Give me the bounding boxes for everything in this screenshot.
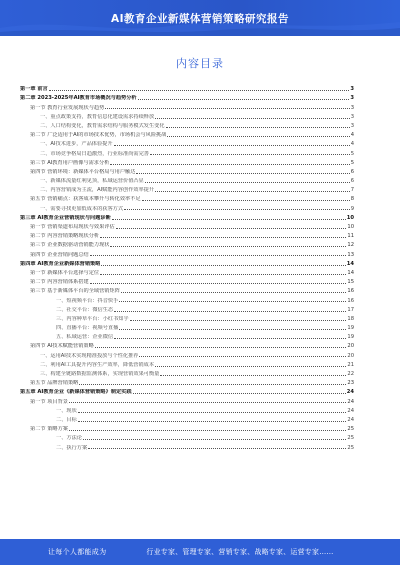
toc-entry[interactable]	[20, 349, 354, 358]
toc-dot-leader	[138, 99, 350, 100]
toc-entry-label: 三、内容种草平台：小红书知乎	[56, 315, 129, 322]
toc-entry-page-number: 16	[347, 288, 354, 295]
toc-entry-label: 一、需要寻找更加低成本的获客方式	[40, 205, 124, 212]
toc-entry-label: 第二节 广泛适用于AI的市场技术优势，市场机会与风险挑战	[30, 132, 167, 139]
toc-entry[interactable]	[20, 377, 354, 386]
toc-entry-label: 第四节 AI技术赋能营销策略	[30, 343, 94, 350]
toc-entry-label: 第一节 项目背景	[30, 398, 68, 405]
toc-entry-label: 第二节 内容营销策略现状分析	[30, 233, 100, 240]
toc-entry[interactable]	[20, 101, 354, 110]
toc-entry-label: 五、私域运营：企业微信	[56, 334, 114, 341]
toc-entry[interactable]	[20, 359, 354, 368]
toc-entry-page-number: 16	[347, 297, 354, 304]
toc-dot-leader	[101, 265, 345, 266]
toc-entry-label: 第五节 品牌营销策略	[30, 380, 79, 387]
toc-entry-label: 第三章 AI教育企业营销现状与问题诊断	[20, 214, 111, 221]
toc-entry-page-number: 20	[347, 352, 354, 359]
footer-roles: 行业专家、管理专家、营销专家、战略专家、运营专家……	[146, 548, 334, 556]
toc-dot-leader	[114, 311, 346, 312]
toc-dot-leader	[145, 182, 350, 183]
toc-entry[interactable]	[20, 386, 354, 395]
toc-entry[interactable]	[20, 267, 354, 276]
toc-entry[interactable]	[20, 276, 354, 285]
toc-entry[interactable]	[20, 239, 354, 248]
toc-entry-label: 第二节 策略方案	[30, 426, 68, 433]
toc-entry-label: 第五章 AI教育企业《新媒体营销策略》制定实践	[20, 389, 132, 396]
toc-dot-leader	[114, 145, 350, 146]
toc-entry-page-number: 19	[347, 334, 354, 341]
toc-dot-leader	[160, 375, 346, 376]
toc-entry-label: 第二章 2023-2025年AI教育市场概况与趋势分析	[20, 95, 137, 102]
toc-entry-page-number: 18	[347, 315, 354, 322]
toc-entry-page-number: 25	[347, 426, 354, 433]
toc-dot-leader	[139, 356, 346, 357]
toc-dot-leader	[121, 292, 347, 293]
toc-entry-page-number: 9	[350, 205, 354, 212]
toc-entry-page-number: 25	[347, 435, 354, 442]
toc-dot-leader	[90, 283, 347, 284]
report-header-bar	[0, 0, 400, 36]
toc-entry-page-number: 5	[350, 159, 354, 166]
toc-dot-leader	[116, 228, 347, 229]
toc-entry[interactable]	[20, 212, 354, 221]
toc-entry-page-number: 14	[347, 269, 354, 276]
toc-entry-page-number: 13	[347, 251, 354, 258]
toc-dot-leader	[155, 191, 350, 192]
toc-dot-leader	[112, 219, 346, 220]
toc-entry-page-number: 15	[347, 279, 354, 286]
toc-entry-page-number: 24	[347, 398, 354, 405]
toc-entry-page-number: 17	[347, 306, 354, 313]
toc-entry-page-number: 19	[347, 325, 354, 332]
toc-entry[interactable]	[20, 138, 354, 147]
toc-entry[interactable]	[20, 441, 354, 450]
report-title: AI教育企业新媒体营销策略研究报告	[110, 12, 290, 25]
toc-entry[interactable]	[20, 423, 354, 432]
toc-dot-leader	[100, 274, 346, 275]
toc-entry[interactable]	[20, 414, 354, 423]
toc-dot-leader	[133, 393, 346, 394]
toc-entry[interactable]	[20, 340, 354, 349]
toc-entry-label: 第三节 AI教育用户画像与需求分析	[30, 159, 110, 166]
toc-entry-label: 二、目标	[56, 416, 77, 423]
toc-dot-leader	[88, 448, 346, 449]
toc-entry-page-number: 14	[346, 260, 354, 267]
toc-entry[interactable]	[20, 157, 354, 166]
toc-entry-page-number: 8	[350, 196, 354, 203]
toc-entry[interactable]	[20, 202, 354, 211]
toc-dot-leader	[110, 246, 346, 247]
toc-entry-label: 二、市场竞争格局日趋激烈，行业标准尚需完善	[40, 150, 149, 157]
toc-entry[interactable]	[20, 331, 354, 340]
toc-entry-page-number: 25	[347, 444, 354, 451]
toc-dot-leader	[119, 301, 346, 302]
toc-dot-leader	[167, 136, 349, 137]
toc-entry-label: 一、运用AI技术实现精准投放与个性化推荐	[40, 352, 139, 359]
toc-entry[interactable]	[20, 166, 354, 175]
toc-entry-label: 二、利用AI工具提升内容生产效率，降低营销成本	[40, 361, 155, 368]
toc-entry-label: 一、短视频平台：抖音快手	[56, 297, 119, 304]
toc-entry-label: 二、内容营销成为主流，AI赋能内容创作效率提升	[40, 187, 155, 194]
toc-entry-page-number: 3	[350, 95, 354, 102]
toc-dot-leader	[90, 255, 347, 256]
toc-entry-label: 一、方法论	[56, 435, 82, 442]
toc-entry[interactable]	[20, 304, 354, 313]
toc-entry-page-number: 24	[347, 416, 354, 423]
toc-entry-page-number: 11	[347, 233, 354, 240]
toc-entry-page-number: 6	[350, 168, 354, 175]
toc-entry-label: 四、直播平台：视频号直播	[56, 325, 119, 332]
toc-entry[interactable]	[20, 83, 354, 92]
toc-entry-label: 第三节 企业数据驱动营销能力现状	[30, 242, 110, 249]
toc-entry[interactable]	[20, 405, 354, 414]
toc-entry[interactable]	[20, 322, 354, 331]
toc-entry-label: 第三节 基于新媒体平台的全域营销矩阵	[30, 288, 120, 295]
toc-dot-leader	[130, 320, 347, 321]
toc-entry-label: 一、重点政策支持，教育信息化建设需求持续释放	[40, 113, 155, 120]
toc-entry[interactable]	[20, 147, 354, 156]
toc-dot-leader	[95, 347, 347, 348]
toc-entry-page-number: 10	[347, 224, 354, 230]
toc-entry-page-number: 7	[350, 187, 354, 194]
toc-dot-leader	[78, 412, 347, 413]
toc-entry-label: 第一节 营销渠道布局现状与效果评估	[30, 224, 115, 230]
toc-dot-leader	[83, 439, 346, 440]
toc-entry[interactable]	[20, 285, 354, 294]
toc-entry-page-number: 20	[347, 343, 354, 350]
toc-heading: 内容目录	[176, 57, 224, 70]
toc-entry-label: 第一节 新媒体平台选择与定位	[30, 269, 100, 276]
toc-dot-leader	[69, 430, 346, 431]
toc-entry[interactable]	[20, 184, 354, 193]
toc-entry[interactable]	[20, 193, 354, 202]
toc-entry-label: 一、AI技术进步，产品体验提升	[40, 141, 113, 148]
toc-entry[interactable]	[20, 248, 354, 257]
toc-dot-leader	[100, 237, 346, 238]
toc-entry-label: 一、现状	[56, 407, 77, 414]
footer-slogan: 让每个人都能成为	[48, 548, 107, 556]
toc-dot-leader	[49, 90, 350, 91]
toc-entry[interactable]	[20, 294, 354, 303]
toc-entry-label: 二、执行方案	[56, 444, 88, 451]
toc-entry-page-number: 22	[347, 371, 354, 377]
toc-entry-label: 一、新媒体流量红利见顶，私域运营价值凸显	[40, 178, 144, 185]
toc-entry[interactable]	[20, 313, 354, 322]
toc-dot-leader	[105, 108, 349, 109]
toc-entry-page-number: 5	[350, 150, 354, 157]
toc-entry-page-number: 10	[346, 214, 354, 221]
toc-dot-leader	[124, 209, 350, 210]
toc-entry-label: 二、社交平台：微信生态	[56, 306, 114, 313]
toc-entry-page-number: 3	[350, 86, 354, 93]
toc-entry-page-number: 24	[347, 407, 354, 414]
toc-entry-label: 第一节 教育行业发展现状与趋势	[30, 104, 105, 111]
toc-entry[interactable]	[20, 395, 354, 404]
toc-dot-leader	[142, 200, 350, 201]
toc-dot-leader	[155, 366, 346, 367]
toc-entry-label: 第五节 营销痛点：获客成本攀升与转化效率不足	[30, 196, 141, 203]
toc-dot-leader	[69, 402, 346, 403]
toc-entry-page-number: 12	[347, 242, 354, 249]
toc-entry-page-number: 6	[350, 178, 354, 185]
toc-entry[interactable]	[20, 129, 354, 138]
toc-entry-page-number: 3	[350, 104, 354, 111]
table-of-contents	[20, 83, 354, 451]
toc-entry[interactable]	[20, 221, 354, 230]
toc-entry-label: 第一章 前言	[20, 86, 48, 93]
toc-entry[interactable]	[20, 368, 354, 377]
toc-entry-page-number: 23	[347, 380, 354, 387]
toc-entry[interactable]	[20, 92, 354, 101]
toc-entry[interactable]	[20, 258, 354, 267]
toc-dot-leader	[79, 384, 346, 385]
toc-entry[interactable]	[20, 230, 354, 239]
toc-dot-leader	[150, 154, 350, 155]
toc-entry-page-number: 3	[350, 122, 354, 129]
toc-entry-page-number: 21	[347, 361, 354, 368]
toc-entry[interactable]	[20, 111, 354, 120]
report-footer-bar	[0, 539, 400, 565]
toc-entry-label: 三、构建全链路数据监测体系，实现营销效果可衡量	[40, 371, 160, 377]
toc-entry-page-number: 4	[350, 141, 354, 148]
toc-dot-leader	[78, 421, 347, 422]
toc-dot-leader	[119, 329, 346, 330]
toc-entry-page-number: 4	[350, 132, 354, 139]
toc-entry[interactable]	[20, 432, 354, 441]
toc-dot-leader	[136, 173, 349, 174]
toc-dot-leader	[155, 118, 350, 119]
toc-entry-label: 第二节 内容营销体系搭建	[30, 279, 89, 286]
toc-dot-leader	[110, 164, 349, 165]
toc-entry-label: 第四章 AI教育企业新媒体营销策略	[20, 260, 101, 267]
toc-entry-page-number: 3	[350, 113, 354, 120]
toc-entry-label: 第四节 企业营销问题总结	[30, 251, 89, 258]
toc-entry-page-number: 24	[346, 389, 354, 396]
toc-entry[interactable]	[20, 120, 354, 129]
toc-entry-label: 二、人口结构变化，教育需求结构与服务模式发生变化	[40, 122, 165, 129]
toc-dot-leader	[166, 127, 350, 128]
toc-entry[interactable]	[20, 175, 354, 184]
toc-dot-leader	[114, 338, 346, 339]
toc-entry-label: 第四节 营销环境：新媒体平台格局与用户触达	[30, 168, 136, 175]
